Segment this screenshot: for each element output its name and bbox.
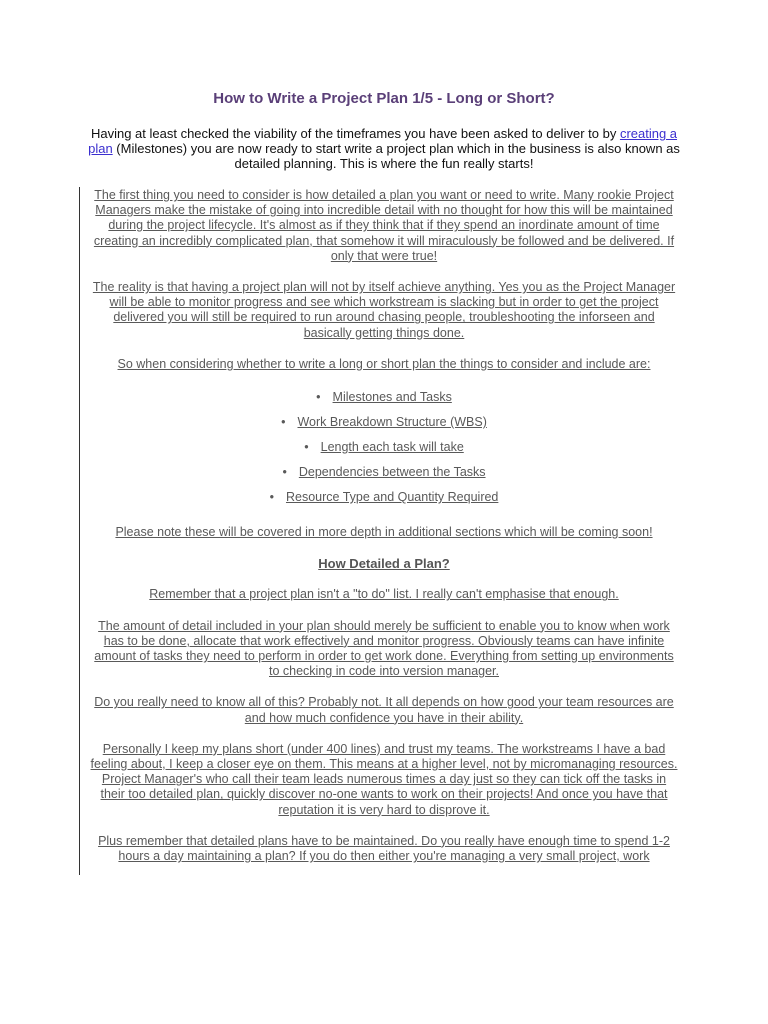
bullet-icon: •: [316, 390, 321, 405]
list-item: [88, 490, 680, 505]
article-body: [88, 188, 680, 864]
intro-text-after-link: (Milestones) you are now ready to start write a project plan which in the business is also known as detailed planning. This is where the fun really starts!: [112, 141, 680, 171]
paragraph-reality: The reality is that having a project plan will not by itself achieve anything. Yes you as the Project Manager will be able to monitor progress and see which workstream is slacking but in order to get the project delivered you will still be required to run around chasing people, troubleshooting the inforseen and basically getting things done.: [92, 280, 676, 340]
list-item-label: Dependencies between the Tasks: [298, 465, 486, 480]
list-item: [88, 440, 680, 455]
paragraph-amount-of-detail: The amount of detail included in your plan should merely be sufficient to enable you to know when work has to be done, allocate that work effectively and monitor progress. Obviously teams can have infinite amount of tasks they need to perform in order to get work done. Everything from setting up environments to checking in code into version manager.: [94, 618, 674, 679]
list-item-label: Milestones and Tasks: [332, 390, 452, 405]
list-item: [88, 415, 680, 430]
list-item: [88, 465, 680, 480]
intro-paragraph: [88, 126, 680, 171]
considerations-list: [88, 390, 680, 505]
list-item-label: Resource Type and Quantity Required: [285, 490, 499, 505]
paragraph-note: Please note these will be covered in more depth in additional sections which will be coming soon!: [115, 525, 653, 540]
list-item-label: Work Breakdown Structure (WBS): [297, 415, 487, 430]
creating-a-plan-link[interactable]: creating a plan: [88, 126, 678, 156]
paragraph-need-to-know: Do you really need to know all of this? Probably not. It all depends on how good your team resources are and how much confidence you have in their ability.: [94, 695, 674, 725]
section-heading: How Detailed a Plan?: [318, 556, 450, 572]
paragraph-maintenance: Plus remember that detailed plans have to be maintained. Do you really have enough time to spend 1-2 hours a day maintaining a plan? If you do then either you're managing a very small project, work: [98, 833, 670, 864]
list-item-label: Length each task will take: [320, 440, 464, 455]
blockquote-bar: [79, 187, 80, 875]
paragraph-not-todo-list: Remember that a project plan isn't a "to do" list. I really can't emphasise that enough.: [149, 587, 619, 602]
paragraph-detail-level: The first thing you need to consider is how detailed a plan you want or need to write. Many rookie Project Managers make the mistake of going into incredible detail with no thought for how this will be maintained during the project lifecycle. It's almost as if they think that if they spend an inordinate amount of time creating an incredibly complicated plan, that somehow it will miraculously be followed and be delivered. If only that were true!: [93, 188, 675, 263]
intro-text-before-link: Having at least checked the viability of the timeframes you have been asked to deliver to by: [90, 126, 620, 141]
list-item: [88, 390, 680, 405]
bullet-icon: •: [282, 465, 287, 480]
bullet-icon: •: [304, 440, 309, 455]
paragraph-considerations: So when considering whether to write a long or short plan the things to consider and include are:: [117, 356, 651, 371]
bullet-icon: •: [281, 415, 286, 430]
paragraph-personally: Personally I keep my plans short (under 400 lines) and trust my teams. The workstreams I have a bad feeling about, I keep a closer eye on them. This means at a higher level, not by micromanaging resources. Project Manager's who call their team leads numerous times a day just so they can tick off the tasks in their too detailed plan, quickly discover no-one wants to work on their projects! And once you have that reputation it is very hard to disprove it.: [90, 741, 678, 817]
bullet-icon: •: [269, 490, 274, 505]
page-title: How to Write a Project Plan 1/5 - Long or Short?: [213, 90, 555, 107]
